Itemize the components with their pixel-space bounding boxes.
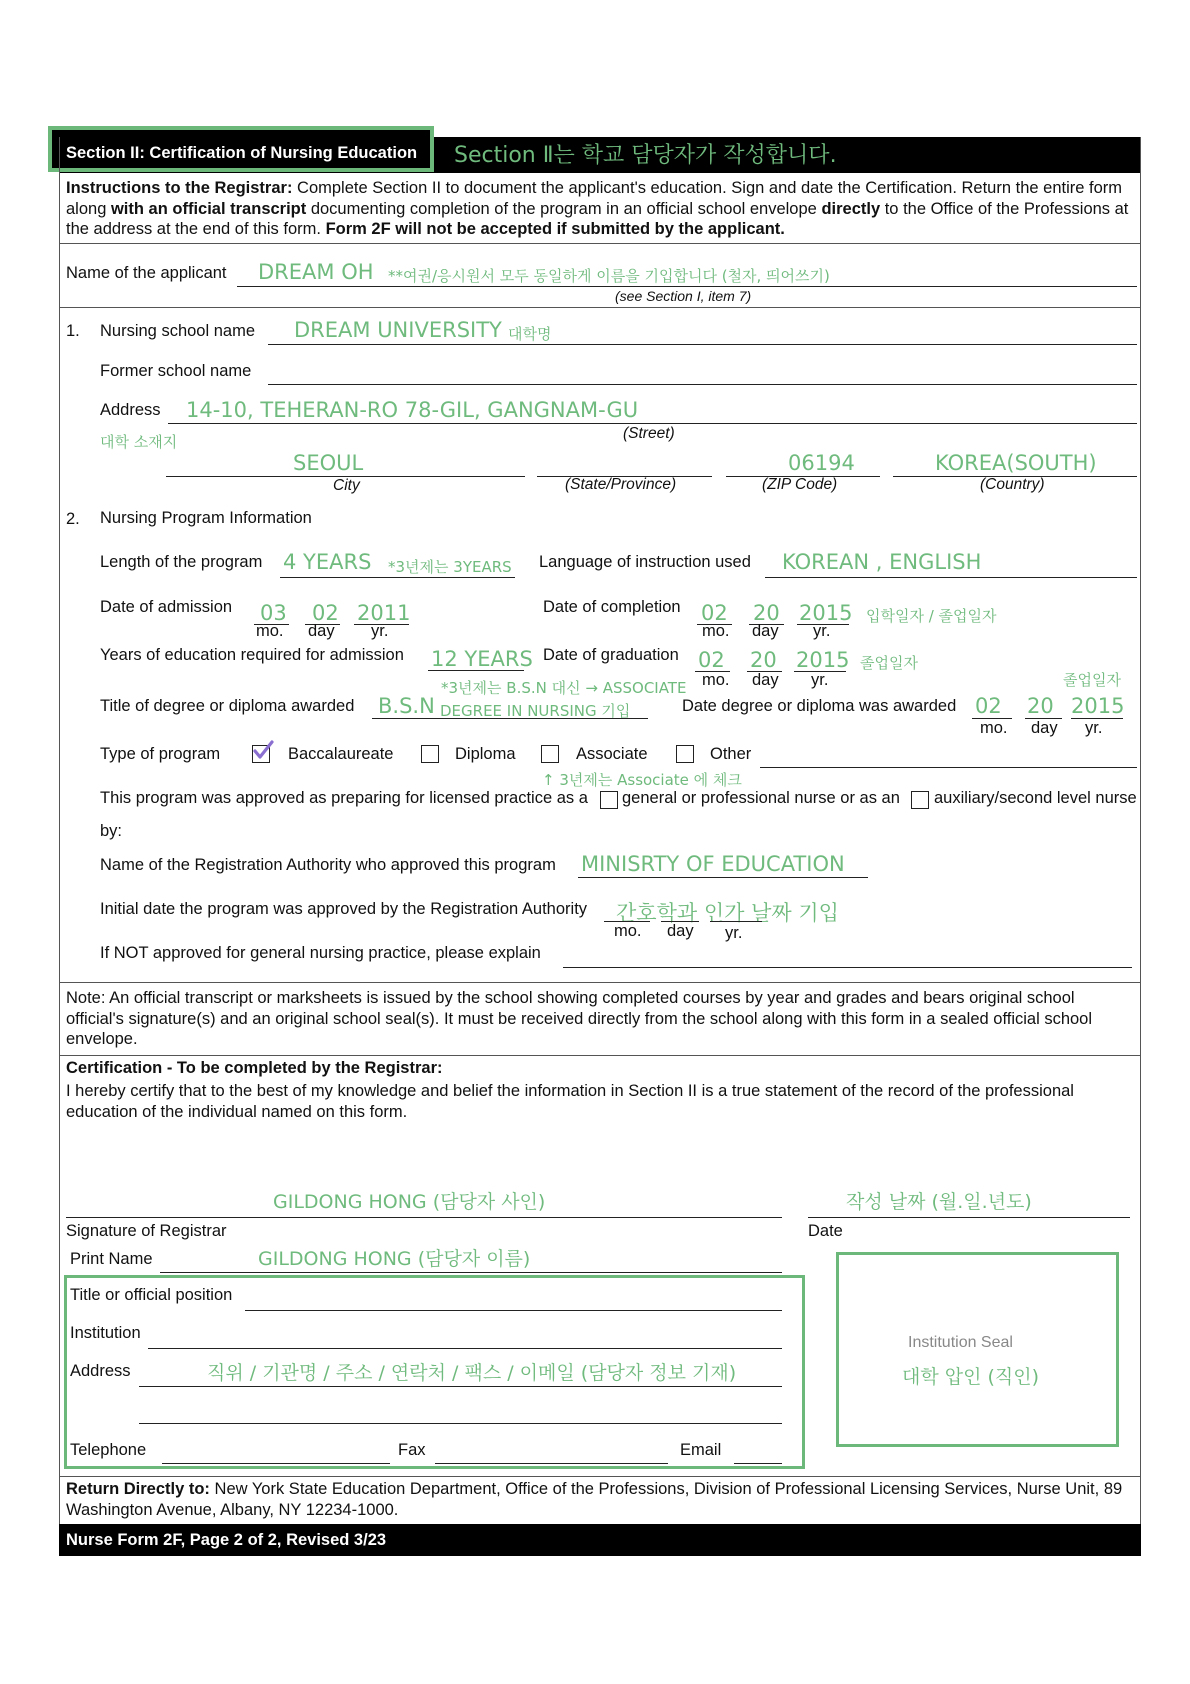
signature-label: Signature of Registrar [66, 1222, 227, 1240]
graduation-month[interactable]: 02 [698, 648, 725, 672]
email-underline[interactable] [734, 1463, 782, 1464]
section-title: Section II: Certification of Nursing Education [66, 144, 418, 162]
language-underline [765, 577, 1137, 578]
telephone-label: Telephone [70, 1441, 147, 1459]
address-street-value[interactable]: 14-10, TEHERAN-RO 78-GIL, GANGNAM-GU [186, 398, 639, 422]
type-diploma-label: Diploma [455, 745, 516, 763]
state-caption: (State/Province) [565, 476, 677, 493]
title-underline[interactable] [245, 1310, 782, 1311]
completion-year[interactable]: 2015 [799, 601, 853, 625]
type-other-label: Other [710, 745, 752, 763]
print-name-value[interactable]: GILDONG HONG (담당자 이름) [258, 1248, 531, 1270]
initial-date-value[interactable]: 간호학과 인가 날짜 기입 [616, 901, 839, 925]
checkbox-associate[interactable] [541, 745, 559, 765]
applicant-name-value[interactable]: DREAM OH [258, 260, 374, 284]
admission-day[interactable]: 02 [312, 601, 339, 625]
language-label: Language of instruction used [539, 553, 751, 571]
signature-value[interactable]: GILDONG HONG (담당자 사인) [273, 1191, 546, 1213]
awarded-day[interactable]: 20 [1027, 694, 1054, 718]
admission-label: Date of admission [100, 598, 233, 616]
graduation-day-caption: day [752, 671, 779, 689]
divider [59, 307, 1141, 308]
not-approved-underline[interactable] [563, 967, 1132, 968]
checkmark-icon [252, 740, 274, 762]
awarded-day-caption: day [1031, 719, 1058, 737]
checkbox-general-nurse[interactable] [600, 791, 618, 811]
approved-by-label: by: [100, 822, 123, 840]
print-name-underline [160, 1272, 782, 1273]
completion-mo-caption: mo. [702, 622, 730, 640]
divider [59, 243, 1141, 244]
length-underline [280, 577, 515, 578]
checkbox-baccalaureate[interactable] [252, 745, 270, 765]
graduation-note: 졸업일자 [860, 654, 918, 672]
school-name-label: Nursing school name [100, 322, 255, 340]
school-name-value[interactable]: DREAM UNIVERSITY [294, 318, 502, 342]
certification-heading: Certification - To be completed by the Registrar: [66, 1059, 443, 1077]
country-caption: (Country) [980, 476, 1045, 493]
other-underline[interactable] [760, 767, 1137, 768]
type-associate-label: Associate [576, 745, 648, 763]
awarded-month[interactable]: 02 [975, 694, 1002, 718]
email-label: Email [680, 1441, 722, 1459]
degree-underline [372, 718, 648, 719]
address-note: 대학 소재지 [100, 433, 178, 451]
fax-underline[interactable] [435, 1463, 668, 1464]
certification-text: I hereby certify that to the best of my knowledge and belief the information in Section II is a true statement of the record of the professional education of the individual named on this form. [66, 1082, 1074, 1121]
completion-yr-caption: yr. [813, 622, 831, 640]
contact-address-underline-2[interactable] [139, 1423, 782, 1424]
form-footer: Nurse Form 2F, Page 2 of 2, Revised 3/23 [66, 1531, 387, 1549]
applicant-sub-caption: (see Section I, item 7) [615, 288, 752, 304]
admission-day-caption: day [308, 622, 335, 640]
admission-month[interactable]: 03 [260, 601, 287, 625]
authority-underline [578, 877, 868, 878]
signature-underline [66, 1217, 782, 1218]
years-required-value[interactable]: 12 YEARS [431, 647, 533, 671]
applicant-note: **여권/응시원서 모두 동일하게 이름을 기입합니다 (철자, 띄어쓰기) [388, 267, 830, 285]
date-value[interactable]: 작성 날짜 (월.일.년도) [846, 1191, 1032, 1213]
city-caption: City [333, 477, 360, 494]
former-school-underline[interactable] [268, 384, 1137, 385]
awarded-mo-caption: mo. [980, 719, 1008, 737]
bsn-note: *3년제는 B.S.N 대신 → ASSOCIATE [441, 679, 687, 697]
contact-address-underline [139, 1386, 782, 1387]
zip-caption: (ZIP Code) [762, 476, 838, 493]
address-label: Address [100, 401, 161, 419]
completion-label: Date of completion [543, 598, 681, 616]
authority-value[interactable]: MINISRTY OF EDUCATION [581, 852, 845, 876]
graduation-yr-caption: yr. [811, 671, 829, 689]
applicant-label: Name of the applicant [66, 264, 227, 282]
date-underline [808, 1217, 1130, 1218]
applicant-underline [237, 286, 1137, 287]
not-approved-label: If NOT approved for general nursing practice, please explain [100, 944, 541, 962]
length-value[interactable]: 4 YEARS [283, 550, 372, 574]
title-label: Title or official position [70, 1286, 233, 1304]
admission-mo-caption: mo. [256, 622, 284, 640]
length-label: Length of the program [100, 553, 263, 571]
initial-year-underline [710, 921, 762, 922]
completion-note: 입학일자 / 졸업일자 [866, 607, 997, 625]
seal-label: Institution Seal [908, 1334, 1013, 1351]
years-required-label: Years of education required for admission [100, 646, 404, 664]
admission-year[interactable]: 2011 [357, 601, 411, 625]
address-street-underline [168, 423, 1137, 424]
approved-aux-label: auxiliary/second level nurse [934, 789, 1137, 807]
divider [59, 982, 1141, 983]
frame-left-border [59, 137, 60, 1556]
zip-value[interactable]: 06194 [788, 451, 855, 475]
registrar-instructions: Instructions to the Registrar: Complete Section II to document the applicant's education. Sign and date the Certification. Return the entire form along with an official transcript documenting completion of the program in an official school envelope directly to the Office of the Professions at the address at the end of this form. Form 2F will not be accepted if submitted by the applicant. [66, 179, 1129, 238]
completion-day[interactable]: 20 [753, 601, 780, 625]
completion-month[interactable]: 02 [701, 601, 728, 625]
type-baccalaureate-label: Baccalaureate [288, 745, 394, 763]
initial-mo-caption: mo. [614, 922, 642, 940]
authority-label: Name of the Registration Authority who approved this program [100, 856, 556, 874]
graduation-year[interactable]: 2015 [796, 648, 850, 672]
section-korean-note: Section Ⅱ는 학교 담당자가 작성합니다. [454, 143, 837, 168]
degree-note: DEGREE IN NURSING 기입 [440, 702, 631, 720]
frame-right-border [1140, 137, 1141, 1556]
type-label: Type of program [100, 745, 221, 763]
seal-note: 대학 압인 (직인) [902, 1366, 1040, 1388]
item-number-2: 2. [66, 510, 80, 528]
graduation-day[interactable]: 20 [750, 648, 777, 672]
checkbox-other[interactable] [676, 745, 694, 765]
admission-yr-caption: yr. [371, 622, 389, 640]
contact-info-value[interactable]: 직위 / 기관명 / 주소 / 연락처 / 팩스 / 이메일 (담당자 정보 기재) [207, 1362, 737, 1384]
initial-day-caption: day [667, 922, 694, 940]
awarded-note: 졸업일자 [1063, 671, 1121, 689]
degree-label: Title of degree or diploma awarded [100, 697, 355, 715]
program-heading: Nursing Program Information [100, 509, 312, 527]
print-name-label: Print Name [70, 1250, 153, 1268]
institution-label: Institution [70, 1324, 141, 1342]
length-note: *3년제는 3YEARS [388, 558, 512, 576]
divider [59, 1055, 1141, 1056]
divider [59, 1476, 1141, 1477]
awarded-year[interactable]: 2015 [1071, 694, 1125, 718]
graduation-label: Date of graduation [543, 646, 679, 664]
approved-text: This program was approved as preparing for licensed practice as a [100, 789, 588, 807]
associate-note: ↑ 3년제는 Associate 에 체크 [542, 771, 742, 789]
language-value[interactable]: KOREAN , ENGLISH [782, 550, 982, 574]
return-address: Return Directly to: New York State Education Department, Office of the Professions, Division of Professional Licensing Services, Nurse Unit, 89 Washington Avenue, Albany, NY 12234-1000. [66, 1480, 1123, 1519]
checkbox-diploma[interactable] [421, 745, 439, 765]
awarded-label: Date degree or diploma was awarded [682, 697, 957, 715]
fax-label: Fax [398, 1441, 426, 1459]
date-label: Date [808, 1222, 843, 1240]
initial-yr-caption: yr. [725, 924, 743, 942]
telephone-underline[interactable] [162, 1463, 390, 1464]
former-school-label: Former school name [100, 362, 252, 380]
awarded-yr-caption: yr. [1085, 719, 1103, 737]
checkbox-auxiliary-nurse[interactable] [911, 791, 929, 811]
contact-address-label: Address [70, 1362, 131, 1380]
country-value[interactable]: KOREA(SOUTH) [935, 451, 1097, 475]
approved-general-label: general or professional nurse or as an [622, 789, 900, 807]
institution-underline[interactable] [148, 1348, 782, 1349]
transcript-note: Note: An official transcript or marksheets is issued by the school showing completed courses by year and grades and bears original school official's signature(s) and an original school seal(s). It must be received directly from the school along with this form in a sealed official school envelope. [66, 989, 1093, 1048]
item-number-1: 1. [66, 322, 80, 340]
initial-date-label: Initial date the program was approved by the Registration Authority [100, 900, 588, 918]
completion-day-caption: day [752, 622, 779, 640]
school-name-note: 대학명 [508, 325, 552, 343]
years-required-underline [428, 670, 524, 671]
street-caption: (Street) [623, 425, 675, 442]
school-name-underline [268, 344, 1137, 345]
city-value[interactable]: SEOUL [293, 451, 364, 475]
graduation-mo-caption: mo. [702, 671, 730, 689]
degree-value[interactable]: B.S.N [378, 694, 435, 718]
